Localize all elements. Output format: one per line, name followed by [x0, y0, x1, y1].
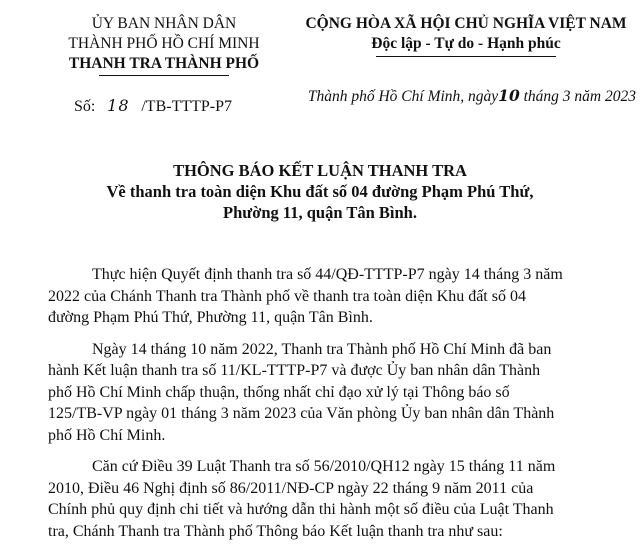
paragraph-1 [48, 264, 626, 329]
motto-underline [376, 56, 556, 57]
doc-number-value: 18 [107, 96, 130, 115]
paragraph-line: Thực hiện Quyết định thanh tra số 44/QĐ-TTTP-P7 ngày 14 tháng 3 năm [92, 266, 563, 283]
date-suffix: tháng 3 năm 2023 [519, 88, 636, 105]
paragraph-line: 2022 của Chánh Thanh tra Thành phố về thanh tra toàn diện Khu đất số 04 [48, 287, 526, 305]
title-line-3: Phường 11, quận Tân Bình. [223, 203, 417, 222]
national-name: CỘNG HÒA XÃ HỘI CHỦ NGHĨA VIỆT NAM [305, 15, 627, 32]
paragraph-line: Ngày 14 tháng 10 năm 2022, Thanh tra Thành phố Hồ Chí Minh đã ban [92, 340, 552, 358]
issuing-agency-block [44, 14, 284, 76]
paragraph-3 [48, 456, 626, 542]
document-number [74, 96, 232, 116]
national-motto: Độc lập - Tự do - Hạnh phúc [371, 35, 561, 52]
document-title [0, 160, 640, 223]
paragraph-line: 125/TB-VP ngày 01 tháng 3 năm 2023 của Văn phòng Ủy ban nhân dân Thành [48, 405, 555, 422]
agency-underline [99, 75, 229, 76]
date-prefix: Thành phố Hồ Chí Minh, ngày [307, 88, 499, 105]
paragraph-line: Chính phủ quy định chi tiết và hướng dẫn thi hành một số điều của Luật Thanh [48, 501, 554, 518]
agency-line-2: THÀNH PHỐ HỒ CHÍ MINH [68, 35, 260, 52]
title-line-2: Về thanh tra toàn diện Khu đất số 04 đường Phạm Phú Thứ, [106, 182, 534, 201]
paragraph-line: phố Hồ Chí Minh chấp thuận, thống nhất chỉ đạo xử lý tại Thông báo số [48, 383, 510, 401]
paragraph-line: 2010, Điều 46 Nghị định số 86/2011/NĐ-CP ngày 22 tháng 9 năm 2011 của [48, 479, 534, 497]
national-title-block [296, 14, 636, 57]
document-body [48, 264, 626, 552]
doc-number-suffix: /TB-TTTP-P7 [141, 98, 233, 115]
issue-date [290, 86, 636, 106]
doc-number-prefix: Số: [74, 98, 96, 115]
paragraph-line: Căn cứ Điều 39 Luật Thanh tra số 56/2010/QH12 ngày 15 tháng 11 năm [92, 458, 556, 475]
agency-line-3: THANH TRA THÀNH PHỐ [68, 55, 260, 72]
paragraph-2 [48, 339, 626, 447]
paragraph-line: đường Phạm Phú Thứ, Phường 11, quận Tân Bình. [48, 309, 373, 326]
paragraph-line: tra, Chánh Thanh tra Thành phố Thông báo Kết luận thanh tra như sau: [48, 522, 503, 540]
agency-line-1: ỦY BAN NHÂN DÂN [91, 15, 237, 32]
paragraph-line: hành Kết luận thanh tra số 11/KL-TTTP-P7 và được Ủy ban nhân dân Thành [48, 362, 541, 379]
title-line-1: THÔNG BÁO KẾT LUẬN THANH TRA [173, 161, 467, 180]
paragraph-line: phố Hồ Chí Minh. [48, 426, 166, 444]
date-day: 10 [498, 86, 520, 105]
